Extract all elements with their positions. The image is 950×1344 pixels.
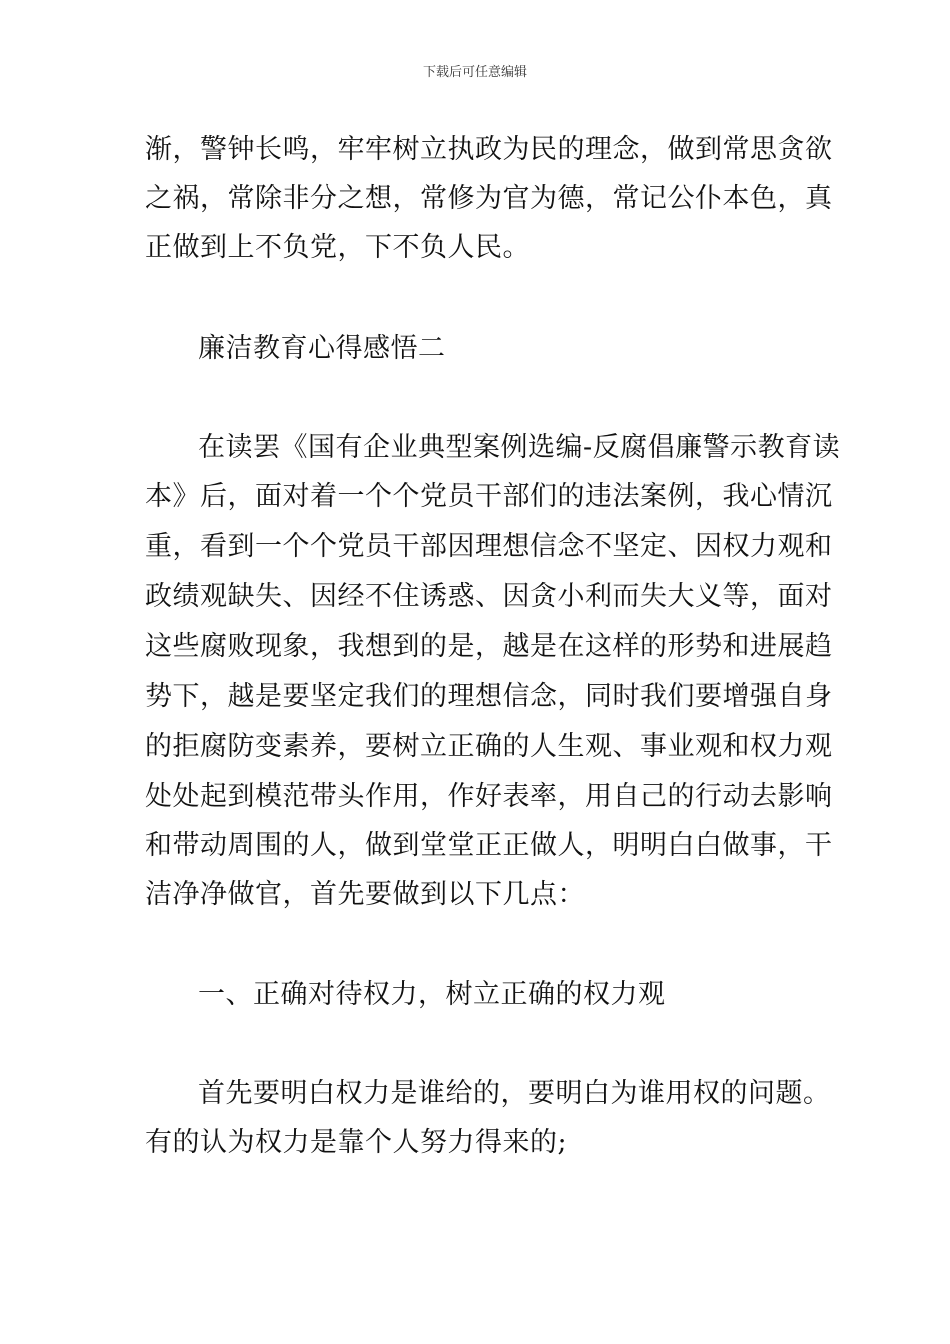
paragraph-line: 洁净净做官，首先要做到以下几点： — [145, 879, 585, 910]
paragraph-line: 正做到上不负党，下不负人民。 — [145, 232, 530, 263]
page-header-note: 下载后可任意编辑 — [422, 65, 527, 80]
paragraph-line: 重，看到一个个党员干部因理想信念不坚定、因权力观和 — [145, 531, 833, 562]
paragraph-line: 政绩观缺失、因经不住诱惑、因贪小利而失大义等，面对 — [145, 581, 833, 612]
paragraph-line: 的拒腐防变素养，要树立正确的人生观、事业观和权力观 — [145, 731, 833, 762]
paragraph-line: 本》后，面对着一个个党员干部们的违法案例，我心情沉 — [145, 481, 833, 512]
subheading: 一、正确对待权力，树立正确的权力观 — [198, 979, 666, 1010]
paragraph-line: 渐，警钟长鸣，牢牢树立执政为民的理念，做到常思贪欲 — [145, 134, 833, 165]
paragraph-line: 之祸，常除非分之想，常修为官为德，常记公仆本色，真 — [145, 183, 833, 214]
paragraph-line: 有的认为权力是靠个人努力得来的; — [145, 1127, 568, 1158]
paragraph-line: 首先要明白权力是谁给的，要明白为谁用权的问题。 — [198, 1078, 831, 1109]
paragraph-line: 在读罢《国有企业典型案例选编-反腐倡廉警示教育读 — [198, 432, 841, 463]
paragraph-line: 处处起到模范带头作用，作好表率，用自己的行动去影响 — [145, 781, 833, 812]
paragraph-line: 这些腐败现象，我想到的是，越是在这样的形势和进展趋 — [145, 631, 833, 662]
paragraph-line: 和带动周围的人，做到堂堂正正做人，明明白白做事，干 — [145, 830, 833, 861]
section-title: 廉洁教育心得感悟二 — [198, 333, 446, 364]
paragraph-line: 势下，越是要坚定我们的理想信念，同时我们要增强自身 — [145, 681, 833, 712]
